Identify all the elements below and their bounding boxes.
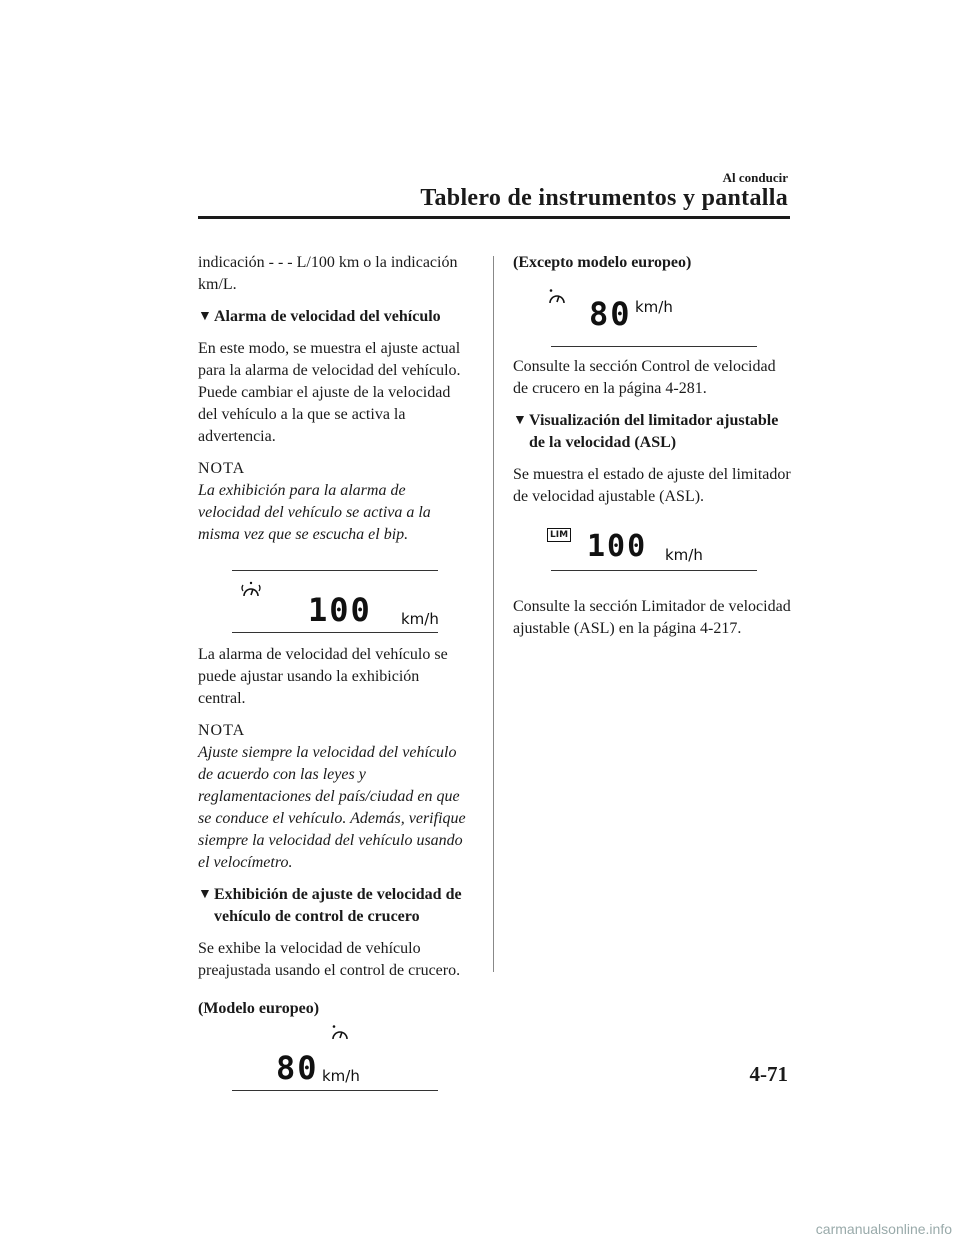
speed-unit: km/h [635,298,673,316]
heading-text: Exhibición de ajuste de velocidad de vehículo de control de crucero [214,886,462,925]
asl-paragraph: Se muestra el estado de ajuste del limitador de velocidad ajustable (ASL). [513,466,791,505]
speed-readout: 80 [589,295,632,333]
speed-alarm-figure [198,556,470,634]
intro-paragraph: indicación - - - L/100 km o la indicación km/L. [198,254,458,293]
note-text: La exhibición para la alarma de velocidad del vehículo se activa a la misma vez que se escucha el bip. [198,482,431,543]
european-model-label: (Modelo europeo) [198,1000,320,1017]
heading-text: Visualización del limitador ajustable de la velocidad (ASL) [529,412,779,451]
cruise-paragraph: Se exhibe la velocidad de vehículo preajustada usando el control de crucero. [198,940,461,979]
note-label: NOTA [198,460,246,477]
lim-badge: LIM [547,528,571,542]
header-divider [198,216,790,219]
section-heading-alarm [198,306,470,328]
speed-readout: 80 [276,1049,319,1087]
page-title: Tablero de instrumentos y pantalla [420,185,788,211]
watermark: carmanualsonline.info [815,1221,952,1237]
right-column [513,252,793,650]
asl-reference-paragraph: Consulte la sección Limitador de velocidad ajustable (ASL) en la página 4-217. [513,598,791,637]
speed-unit: km/h [665,546,703,564]
left-column [198,252,470,1092]
alarm-paragraph: En este modo, se muestra el ajuste actual para la alarma de velocidad del vehículo. Puede cambiar el ajuste de la velocidad del vehículo a la que se activa la advertencia. [198,340,461,445]
note-text: Ajuste siempre la velocidad del vehículo de acuerdo con las leyes y reglamentaciones del país/ciudad en que se conduce el vehículo. Además, verifique siempre la velocidad del vehículo usando el velocímetro. [198,744,466,871]
speed-unit: km/h [401,610,439,628]
figure-top-rule [232,570,438,571]
section-heading-asl [513,410,793,454]
cruise-reference-paragraph: Consulte la sección Control de velocidad de crucero en la página 4-281. [513,358,776,397]
figure-bottom-rule [551,570,757,571]
non-european-model-label: (Excepto modelo europeo) [513,254,692,271]
page-number: 4-71 [749,1062,788,1086]
cruise-control-icon [547,288,567,308]
figure-bottom-rule [232,1090,438,1091]
triangle-bullet-icon: ▼ [198,309,212,324]
speed-readout: 100 [308,591,372,629]
triangle-bullet-icon: ▼ [198,887,212,902]
column-divider [493,256,494,972]
figure-bottom-rule [551,346,757,347]
section-heading-cruise [198,884,470,928]
note-label: NOTA [198,722,246,739]
speed-unit: km/h [322,1067,360,1085]
section-label: Al conducir [722,170,788,185]
heading-text: Alarma de velocidad del vehículo [214,308,441,325]
asl-figure [513,526,793,588]
speed-readout: 100 [587,529,648,564]
triangle-bullet-icon: ▼ [513,413,527,428]
central-display-paragraph: La alarma de velocidad del vehículo se puede ajustar usando la exhibición central. [198,646,448,707]
cruise-control-icon [330,1024,350,1044]
figure-bottom-rule [232,632,438,633]
cruise-figure [513,284,793,348]
speed-alarm-icon [240,580,262,602]
